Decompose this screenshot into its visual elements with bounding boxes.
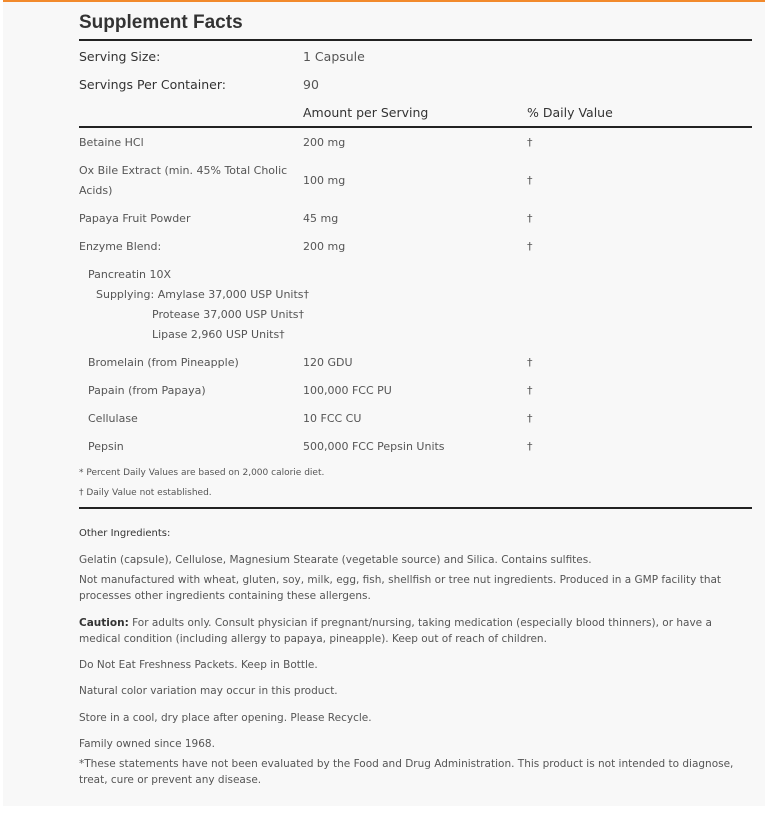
caution-label: Caution: xyxy=(79,617,129,629)
nutrient-amount: 200 mg xyxy=(303,136,346,149)
nutrient-amount: 500,000 FCC Pepsin Units xyxy=(303,440,445,453)
nutrient-name-line: Ox Bile Extract (min. 45% Total Cholic xyxy=(79,164,288,177)
caution-body: For adults only. Consult physician if pregnant/nursing, taking medication (especially blood thinners), or have a medical condition (including allergy to papaya, pineapple). Keep out of reach of children. xyxy=(79,617,712,645)
nutrient-dv: † xyxy=(527,240,533,253)
fda-disclaimer: *These statements have not been evaluated by the Food and Drug Administration. This product is not intended to diagnose, treat, cure or prevent any disease. xyxy=(79,758,734,786)
ingredients-text: Gelatin (capsule), Cellulose, Magnesium Stearate (vegetable source) and Silica. Contains sulfites. xyxy=(79,554,592,566)
allergens-text: Not manufactured with wheat, gluten, soy, milk, egg, fish, shellfish or tree nut ingredients. Produced in a GMP facility that processes other ingredients containing these allergens. xyxy=(79,574,722,602)
servings-per-container-label: Servings Per Container: xyxy=(79,77,226,92)
amount-header: Amount per Serving xyxy=(303,105,429,120)
page-title: Supplement Facts xyxy=(79,12,243,33)
storage-text: Store in a cool, dry place after opening. Please Recycle. xyxy=(79,712,372,724)
lipase-line: Lipase 2,960 USP Units† xyxy=(152,328,285,341)
protease-line: Protease 37,000 USP Units† xyxy=(152,308,305,321)
nutrient-dv: † xyxy=(527,440,533,453)
caution-text xyxy=(79,615,744,647)
nutrient-name: Pepsin xyxy=(88,440,124,453)
nutrient-dv: † xyxy=(527,174,533,187)
nutrient-amount: 100,000 FCC PU xyxy=(303,384,392,397)
footnote-percent: * Percent Daily Values are based on 2,000 calorie diet. xyxy=(79,468,325,478)
nutrient-dv: † xyxy=(527,384,533,397)
serving-size-label: Serving Size: xyxy=(79,49,161,64)
nutrient-name-line: Acids) xyxy=(79,184,113,197)
nutrient-amount: 100 mg xyxy=(303,174,346,187)
color-variation-text: Natural color variation may occur in this product. xyxy=(79,685,338,697)
nutrient-name xyxy=(79,161,287,201)
supplement-facts-panel xyxy=(3,0,765,806)
divider xyxy=(79,39,752,41)
servings-per-container-value: 90 xyxy=(303,77,319,92)
nutrient-dv: † xyxy=(527,136,533,149)
nutrient-name: Betaine HCl xyxy=(79,136,144,149)
serving-size-value: 1 Capsule xyxy=(303,49,365,64)
nutrient-amount: 10 FCC CU xyxy=(303,412,362,425)
footnote-dagger: † Daily Value not established. xyxy=(79,488,212,498)
nutrient-name: Cellulase xyxy=(88,412,138,425)
nutrient-amount: 200 mg xyxy=(303,240,346,253)
nutrient-amount: 45 mg xyxy=(303,212,339,225)
pancreatin-label: Pancreatin 10X xyxy=(88,268,172,281)
freshness-text: Do Not Eat Freshness Packets. Keep in Bottle. xyxy=(79,659,318,671)
nutrient-dv: † xyxy=(527,412,533,425)
family-owned-text: Family owned since 1968. xyxy=(79,738,215,750)
nutrient-dv: † xyxy=(527,356,533,369)
divider xyxy=(79,507,752,509)
nutrient-amount: 120 GDU xyxy=(303,356,353,369)
nutrient-dv: † xyxy=(527,212,533,225)
other-ingredients-heading: Other Ingredients: xyxy=(79,528,171,539)
nutrient-name: Enzyme Blend: xyxy=(79,240,162,253)
supplying-line: Supplying: Amylase 37,000 USP Units† xyxy=(96,288,310,301)
nutrient-name: Papain (from Papaya) xyxy=(88,384,206,397)
divider xyxy=(79,126,752,128)
daily-value-header: % Daily Value xyxy=(527,105,613,120)
nutrient-name: Bromelain (from Pineapple) xyxy=(88,356,239,369)
nutrient-name: Papaya Fruit Powder xyxy=(79,212,191,225)
